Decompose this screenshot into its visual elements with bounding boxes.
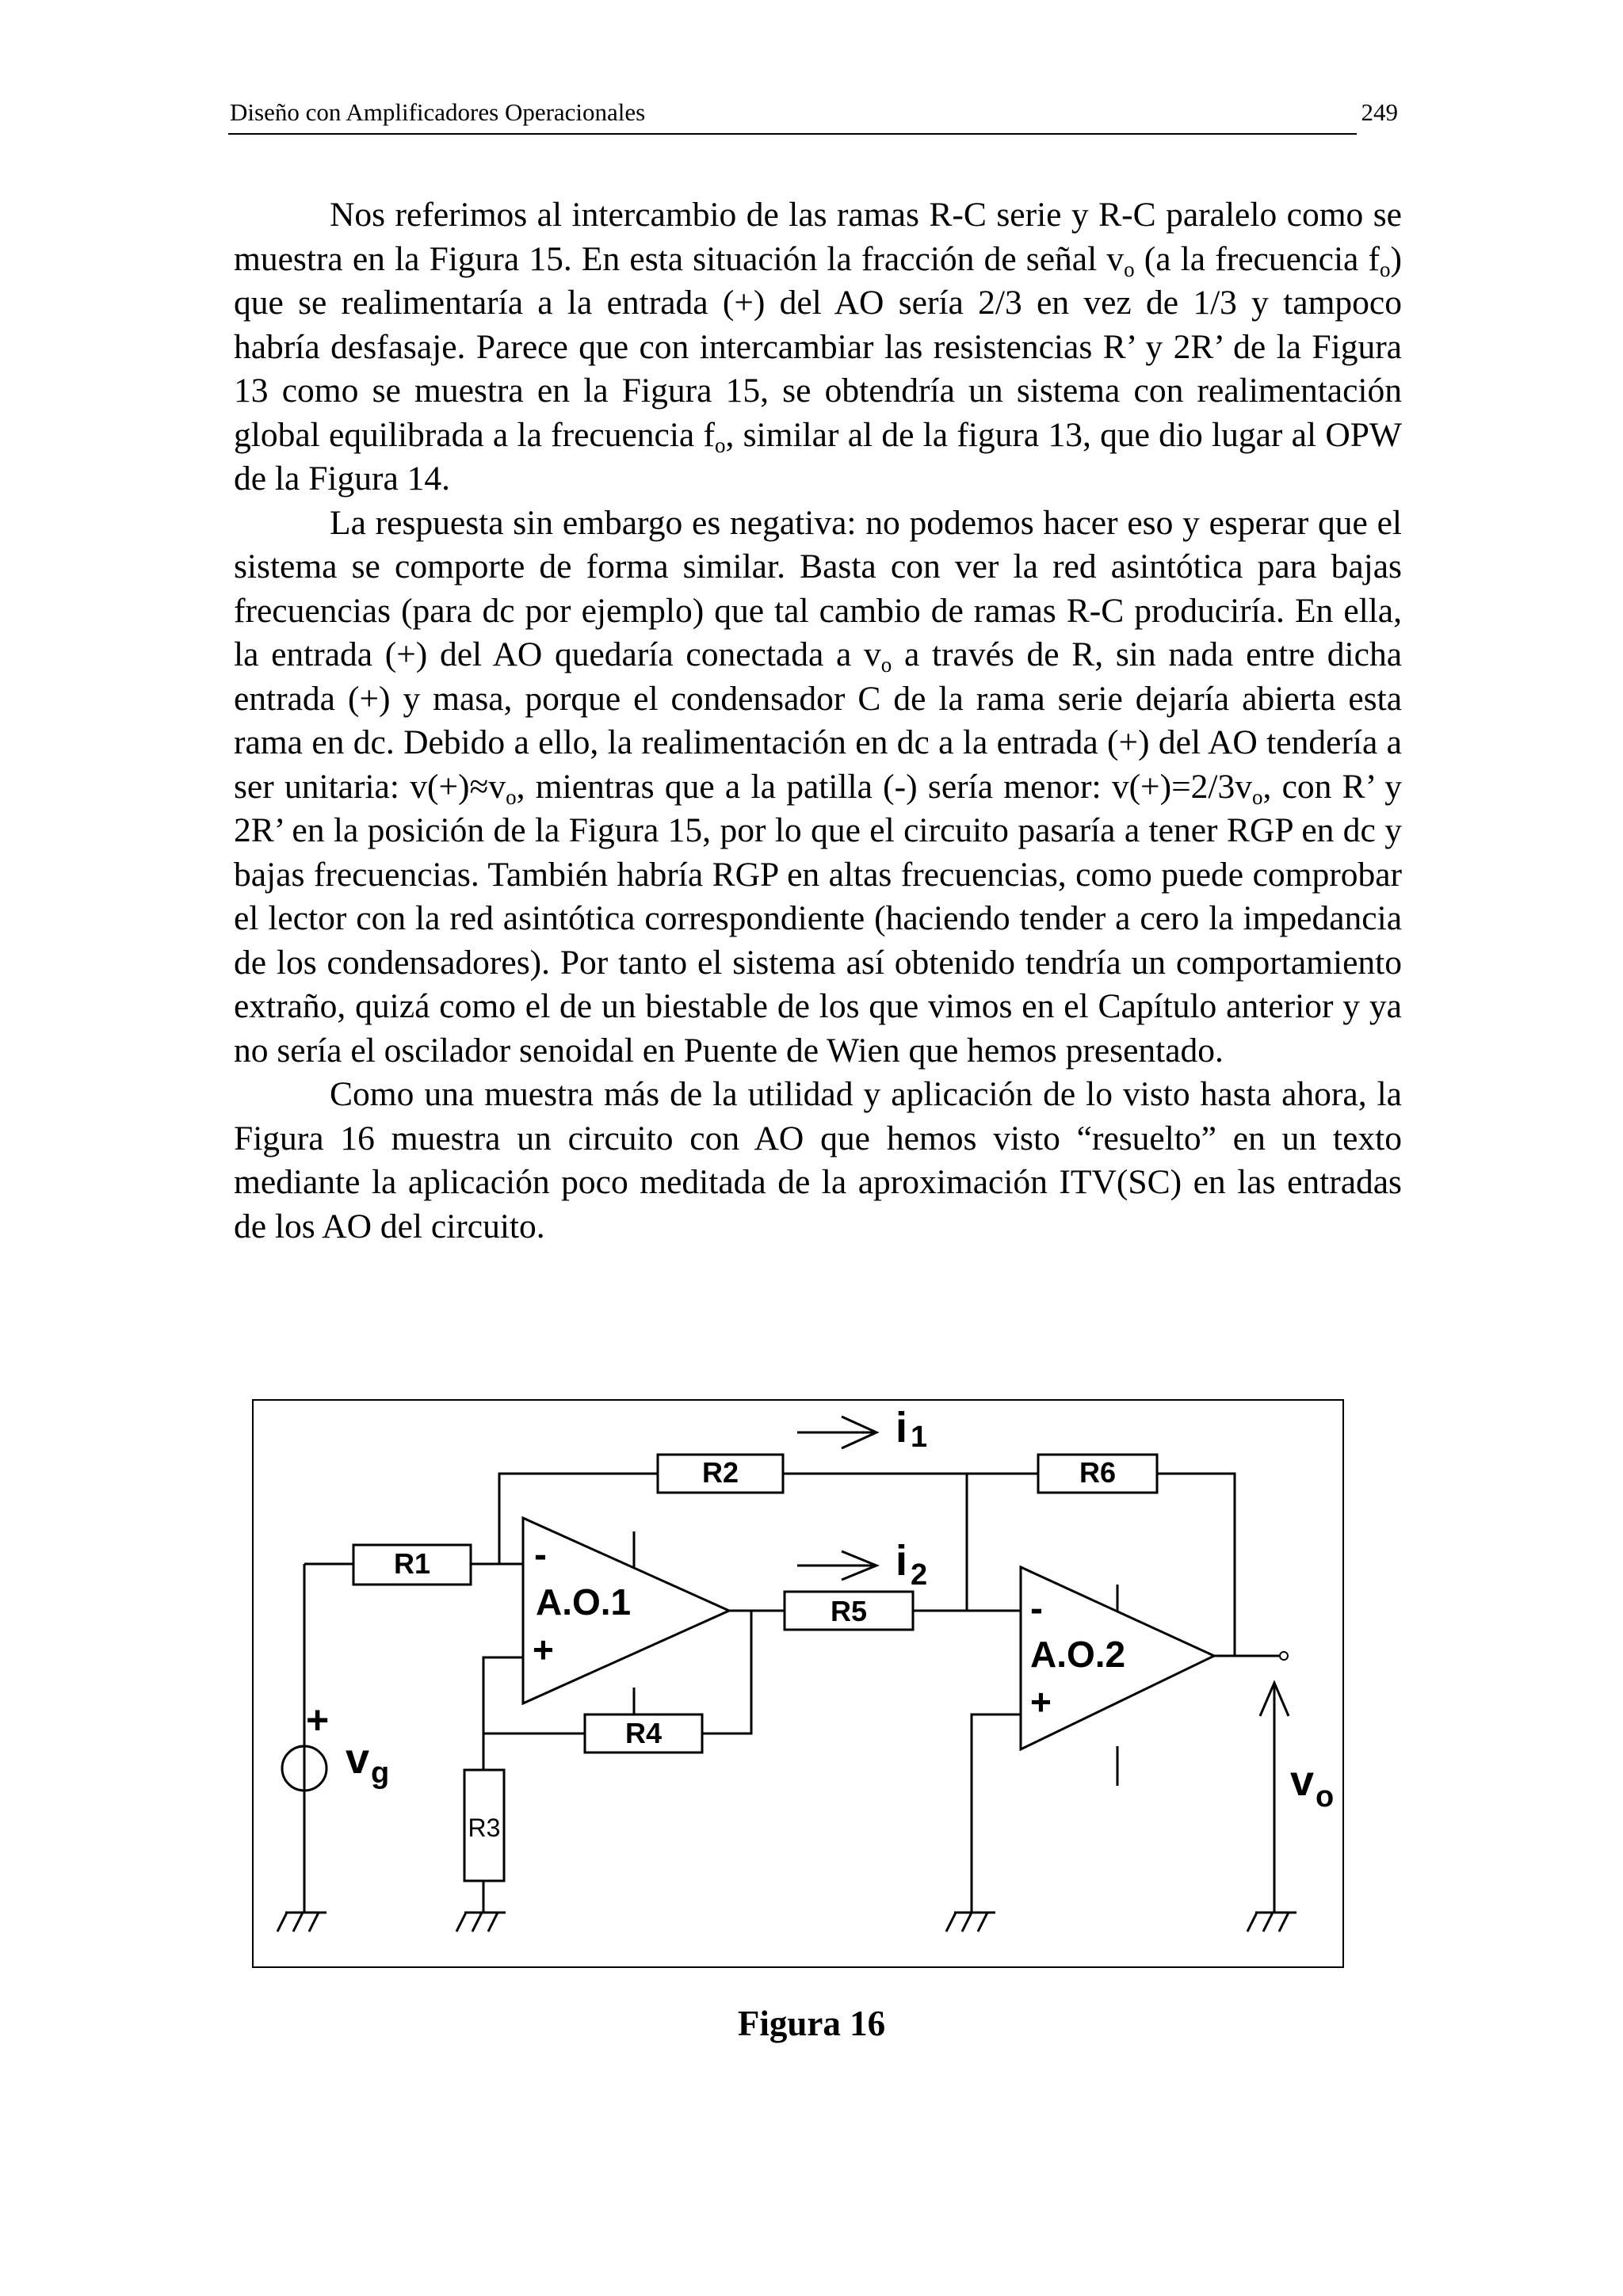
output-terminal — [1280, 1652, 1288, 1660]
text-run: , con R’ y 2R’ en la posición de la Figura 15, por lo que el circuito pasaría a tener RGP en dc y bajas frecuencias. También habría RGP en altas frecuencias, como puede comprobar el lector con la red asintótica correspondiente (haciendo tender a cero la impedancia de los condensadores). Por tanto el sistema así obtenido tendría un comportamiento extraño, quizá como el de un biestable de los que vimos en el Capítulo anterior y ya no sería el oscilador senoidal en Puente de Wien que hemos presentado. — [234, 767, 1402, 1070]
text-run: La respuesta sin embargo es negativa: no podemos hacer eso y esperar que el sistema se comporte de forma similar. Basta con ver la red asintótica para bajas frecuencias (para dc por ejemplo) que tal cambio de ramas R-C produciría. En ella, la entrada (+) del AO quedaría conectada a v — [234, 503, 1402, 673]
text-run: Nos referimos al intercambio de las ramas R-C serie y R-C paralelo como se muestra en la Figura 15. En esta situación la fracción de señal v — [234, 196, 1402, 278]
running-title: Diseño con Amplificadores Operacionales — [230, 98, 646, 126]
label-r2: R2 — [701, 1456, 739, 1489]
subscript: o — [1380, 257, 1391, 281]
subscript: o — [1251, 784, 1263, 809]
i2-base: i — [896, 1537, 908, 1585]
paragraph — [234, 1073, 1402, 1249]
paragraph — [234, 193, 1402, 502]
i1-base: i — [896, 1404, 908, 1451]
ao2-plus-sign: + — [1030, 1681, 1052, 1722]
subscript: o — [506, 784, 517, 809]
page-number: 249 — [1361, 98, 1398, 126]
text-run: ) que se realimentaría a la entrada (+) del AO sería 2/3 en vez de 1/3 y tampoco habría desfasaje. Parece que con intercambiar las resistencias R’ y 2R’ de la Figura 13 como se muestra en la Figura 15, se obtendría un sistema con realimentación global equilibrada a la frecuencia f — [234, 239, 1402, 454]
text-run: Como una muestra más de la utilidad y aplicación de lo visto hasta ahora, la Figura 16 muestra un circuito con AO que hemos visto “resuelto” en un texto mediante la aplicación poco meditada de la aproximación ITV(SC) en las entradas de los AO del circuito. — [234, 1075, 1402, 1245]
label-r1: R1 — [393, 1547, 431, 1580]
label-i2 — [896, 1537, 927, 1592]
circuit-diagram — [254, 1401, 1346, 1970]
label-ao1: A.O.1 — [536, 1581, 632, 1623]
label-i1 — [896, 1404, 927, 1454]
subscript: o — [880, 653, 892, 677]
label-vg — [346, 1735, 389, 1790]
text-run: a través de R, sin nada entre dicha entrada (+) y masa, porque el condensador C de la rama serie dejaría abierta esta rama en dc. Debido a ello, la realimentación en dc a la entrada (+) del AO tendería a ser unitaria: v(+)≈v — [234, 635, 1403, 806]
page-header — [228, 93, 1398, 135]
label-r5: R5 — [830, 1595, 868, 1627]
ao1-plus-sign: + — [533, 1629, 554, 1670]
label-r6: R6 — [1079, 1456, 1117, 1489]
label-r4: R4 — [624, 1717, 663, 1749]
ao2-minus-sign: - — [1030, 1588, 1043, 1630]
vg-base: v — [346, 1735, 370, 1783]
figure-caption: Figura 16 — [737, 2004, 886, 2043]
vo-subscript: o — [1316, 1780, 1335, 1814]
vg-subscript: g — [371, 1756, 390, 1790]
circuit-figure — [252, 1399, 1344, 1968]
i1-subscript: 1 — [911, 1421, 928, 1454]
label-vo — [1290, 1757, 1334, 1814]
i2-subscript: 2 — [911, 1558, 928, 1592]
subscript: o — [715, 433, 726, 457]
vg-plus-sign: + — [306, 1698, 330, 1742]
text-run: , mientras que a la patilla (-) sería menor: v(+)=2/3v — [516, 767, 1252, 806]
label-r3: R3 — [468, 1814, 501, 1842]
text-run: , similar al de la figura 13, que dio lugar al OPW de la Figura 14. — [234, 415, 1402, 498]
body-text — [234, 193, 1402, 1249]
paragraph — [234, 502, 1402, 1074]
ao1-minus-sign: - — [534, 1534, 547, 1576]
subscript: o — [1124, 257, 1135, 281]
vo-base: v — [1290, 1757, 1315, 1805]
text-run: (a la frecuencia f — [1134, 239, 1380, 278]
label-ao2: A.O.2 — [1030, 1634, 1126, 1675]
